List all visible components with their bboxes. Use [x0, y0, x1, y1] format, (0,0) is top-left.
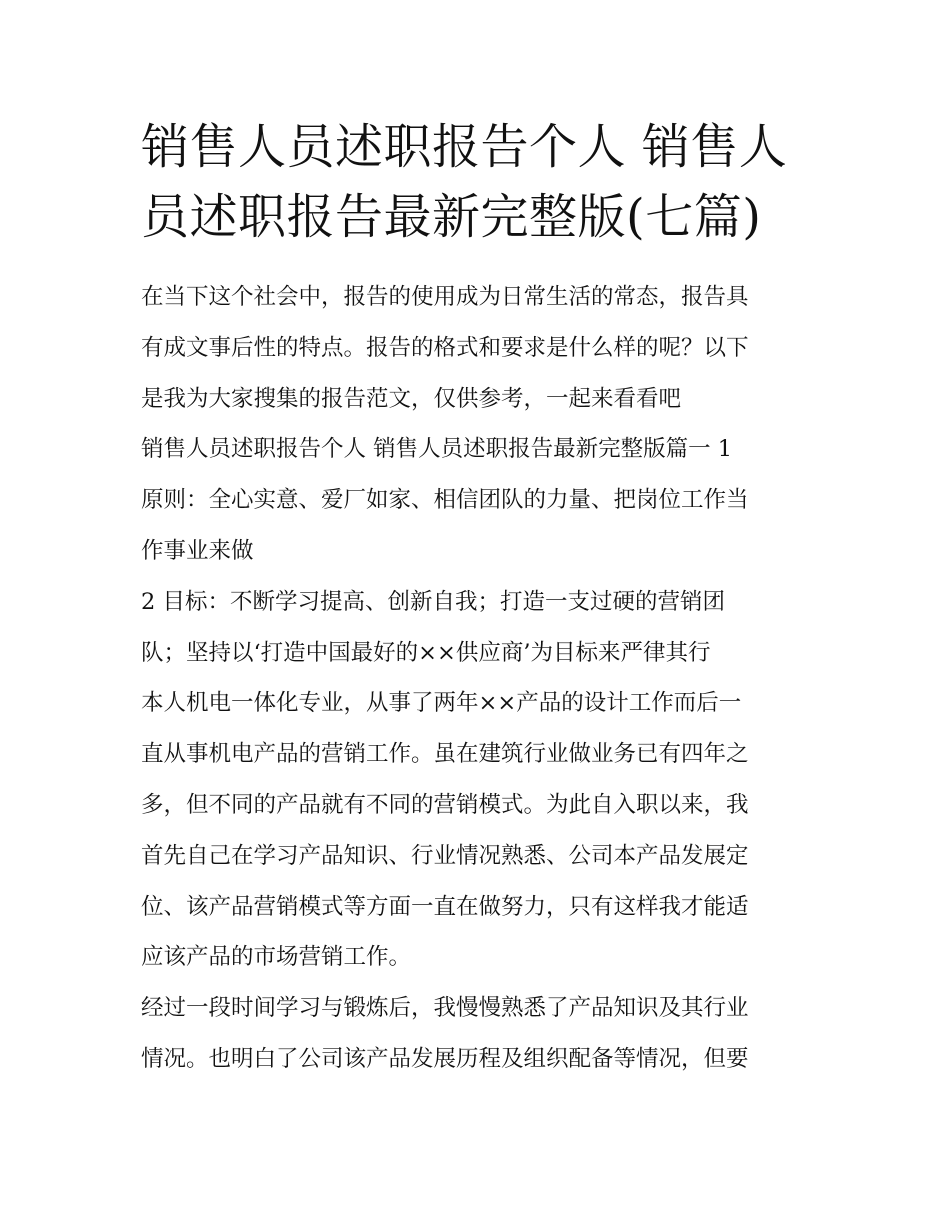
document-content — [141, 112, 816, 1085]
intro-paragraph — [141, 272, 816, 424]
text-line: 多，但不同的产品就有不同的营销模式。为此自入职以来，我 — [141, 791, 749, 818]
text-line: 位、该产品营销模式等方面一直在做努力，只有这样我才能适 — [141, 893, 749, 920]
text-line: 应该产品的市场营销工作。 — [141, 944, 412, 971]
body-paragraph — [141, 678, 816, 983]
title-line: 销售人员述职报告个人 销售人 — [141, 119, 788, 175]
text-line: 直从事机电产品的营销工作。虽在建筑行业做业务已有四年之 — [141, 741, 749, 768]
text-line: 原则：全心实意、爱厂如家、相信团队的力量、把岗位工作当 — [141, 487, 749, 514]
text-line: 2 目标：不断学习提高、创新自我；打造一支过硬的营销团 — [141, 588, 725, 615]
body-paragraph — [141, 983, 816, 1085]
text-line: 情况。也明白了公司该产品发展历程及组织配备等情况，但要 — [141, 1045, 749, 1072]
text-line: 首先自己在学习产品知识、行业情况熟悉、公司本产品发展定 — [141, 842, 749, 869]
title-line: 员述职报告最新完整版(七篇) — [141, 189, 762, 245]
text-line: 本人机电一体化专业，从事了两年××产品的设计工作而后一 — [141, 690, 742, 717]
text-line: 作事业来做 — [141, 537, 254, 564]
text-line: 有成文事后性的特点。报告的格式和要求是什么样的呢？以下 — [141, 334, 749, 361]
goal-paragraph — [141, 577, 816, 679]
text-line: 经过一段时间学习与锻炼后，我慢慢熟悉了产品知识及其行业 — [141, 995, 749, 1022]
text-line: 销售人员述职报告个人 销售人员述职报告最新完整版篇一 1 — [141, 436, 733, 463]
text-line: 队；坚持以‘打造中国最好的××供应商’为目标来严律其行 — [141, 639, 711, 666]
section-heading-paragraph — [141, 424, 816, 576]
text-line: 是我为大家搜集的报告范文，仅供参考，一起来看看吧 — [141, 385, 682, 412]
text-line: 在当下这个社会中，报告的使用成为日常生活的常态，报告具 — [141, 284, 749, 310]
document-title — [141, 112, 816, 252]
